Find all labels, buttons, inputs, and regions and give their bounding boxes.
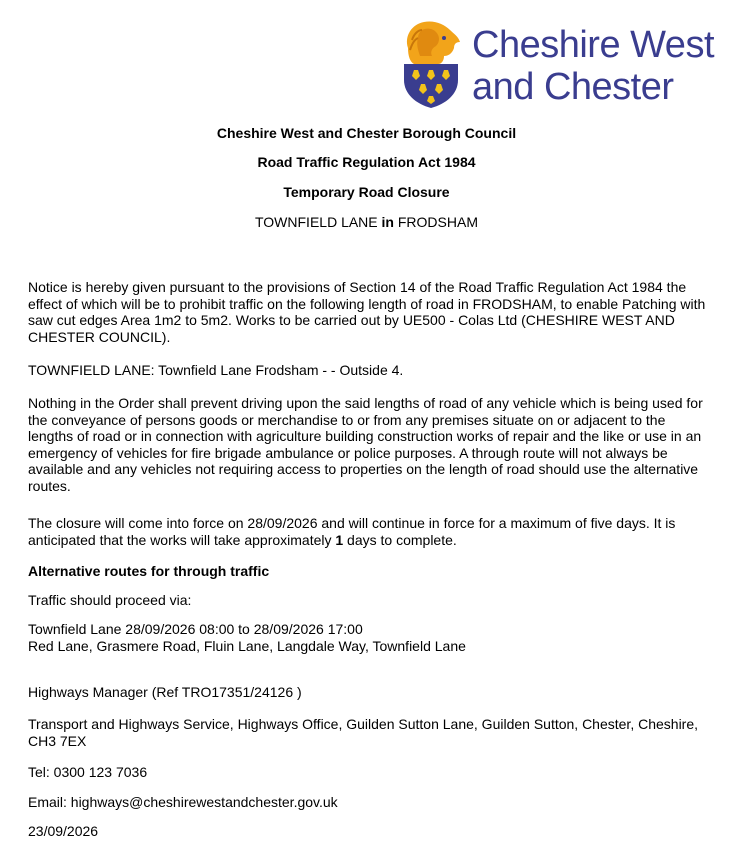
highways-manager-ref: Highways Manager (Ref TRO17351/24126 ) [28,684,302,700]
notice-date: 23/09/2026 [28,823,99,839]
closure-dates-text: The closure will come into force on 28/09/2026 and will continue in force for a maximum of five days. It is anticipated that the works will take approximately [28,515,676,548]
road-name: TOWNFIELD LANE [254,214,378,230]
logo-wordmark [472,24,714,108]
logo-line-1: Cheshire West [472,24,715,66]
page-header [0,0,733,115]
route-line-1: Townfield Lane 28/09/2026 08:00 to 28/09/2026 17:00 [28,621,363,637]
closure-title: Temporary Road Closure [283,184,450,200]
closure-dates-text-end: days to complete. [343,531,457,548]
alternative-routes-heading: Alternative routes for through traffic [28,563,270,579]
road-title [0,214,733,230]
route-line-2: Red Lane, Grasmere Road, Fluin Lane, Langdale Way, Townfield Lane [28,637,466,654]
duration-days: 1 [335,531,344,548]
council-logo [400,18,720,110]
contact-email: Email: highways@cheshirewestandchester.gov.uk [28,794,338,810]
town-name: FRODSHAM [397,214,478,230]
council-name: Cheshire West and Chester Borough Council [216,125,517,141]
contact-telephone: Tel: 0300 123 7036 [28,764,148,780]
closure-location: TOWNFIELD LANE: Townfield Lane Frodsham - - Outside 4. [28,362,404,378]
lion-and-shield-crest-icon [400,18,462,110]
logo-line-2: and Chester [472,66,674,108]
act-title: Road Traffic Regulation Act 1984 [257,154,476,170]
notice-paragraph-2: Nothing in the Order shall prevent driving upon the said lengths of road of any vehicle which is being used for the conveyance of persons goods or merchandise to or from any premises situate on or adjacent to the lengths of road or in connection with agriculture building construction works of repair and the like or use in an emergency of vehicles for fire brigade ambulance or police purposes. A through route will not always be available and any vehicles not requiring access to properties on the length of road should use the alternative routes. [28,395,703,494]
contact-address: Transport and Highways Service, Highways Office, Guilden Sutton Lane, Guilden Sutton, Chester, Cheshire, CH3 7EX [28,716,699,749]
notice-paragraph-3 [28,515,713,548]
notice-paragraph-1: Notice is hereby given pursuant to the provisions of Section 14 of the Road Traffic Regulation Act 1984 the effect of which will be to prohibit traffic on the following length of road in FRODSHAM, to enable Patching with saw cut edges Area 1m2 to 5m2. Works to be carried out by UE500 - Colas Ltd (CHESHIRE WEST AND CHESTER COUNCIL). [28,279,706,345]
routes-intro: Traffic should proceed via: [28,592,192,608]
route-details [28,621,713,654]
in-word: in [381,214,394,230]
